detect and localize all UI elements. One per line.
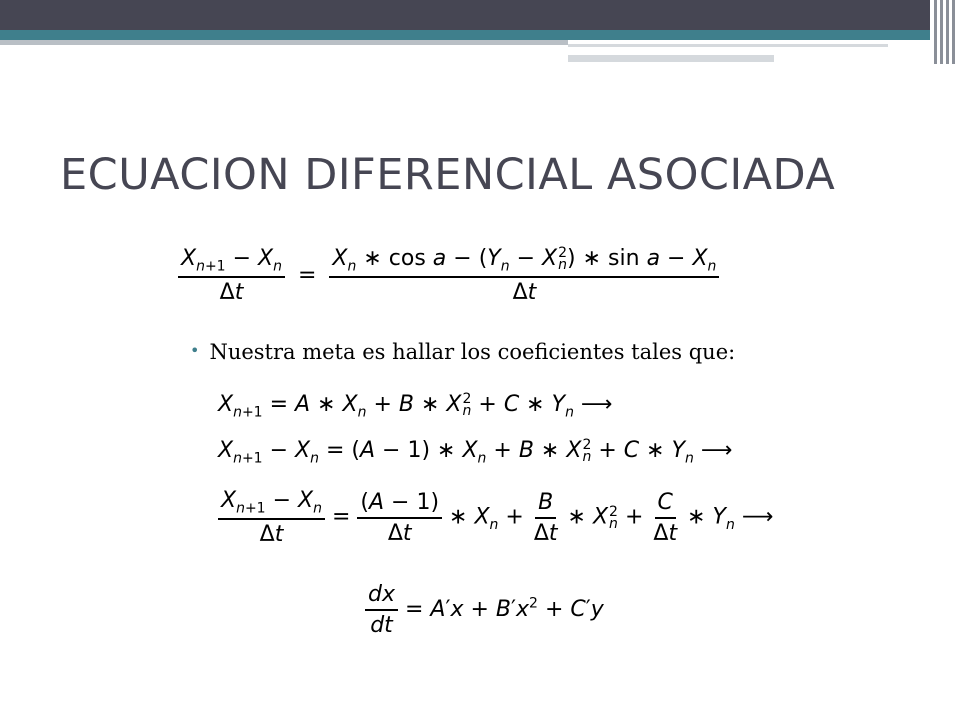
equation-step-1: $X_{n+1} = A$ ∗ $X_n + B$ ∗ X 2 n + C ∗ $Y_n$ ⟶ bbox=[218, 391, 613, 421]
header-band-teal bbox=[0, 30, 930, 40]
equation-final: $\frac{dx}{dt}$ = $A'x + B'x^2 + C'y$ bbox=[365, 582, 604, 638]
edge-stripe bbox=[940, 0, 943, 64]
equation-step-3: $\frac{X_{n+1} - X_n}{\Delta t}$ = $\frac{(A - 1)}{\Delta t}$ ∗ $X_n$ + $\frac{B}{\Delta t}$ ∗ X 2 n + $\frac{C}{\Delta t}$ ∗ $Y_n$ ⟶ bbox=[218, 488, 773, 547]
header-band-grey bbox=[0, 40, 568, 45]
equation-main: $\frac{X_{n+1} - X_n}{\Delta t}$ = $X_n$ ∗ $\cos a - (Y_n - X$ 2 n ) ∗ $\sin a - X_n$ Δt bbox=[178, 246, 719, 305]
slide-title: ECUACION DIFERENCIAL ASOCIADA bbox=[60, 150, 836, 200]
bullet-dot-icon: • bbox=[190, 341, 200, 360]
bullet-text: Nuestra meta es hallar los coeficientes tales que: bbox=[209, 340, 736, 364]
bullet-item bbox=[190, 340, 735, 364]
edge-stripe bbox=[952, 0, 955, 64]
edge-stripe bbox=[946, 0, 949, 64]
edge-stripe bbox=[934, 0, 937, 64]
equation-step-2: $X_{n+1} - X_n = (A - 1)$ ∗ $X_n + B$ ∗ X 2 n + C ∗ $Y_n$ ⟶ bbox=[218, 437, 733, 467]
header-band-light bbox=[568, 44, 888, 47]
header-band-light-2 bbox=[568, 55, 774, 62]
header-band-dark bbox=[0, 0, 930, 30]
